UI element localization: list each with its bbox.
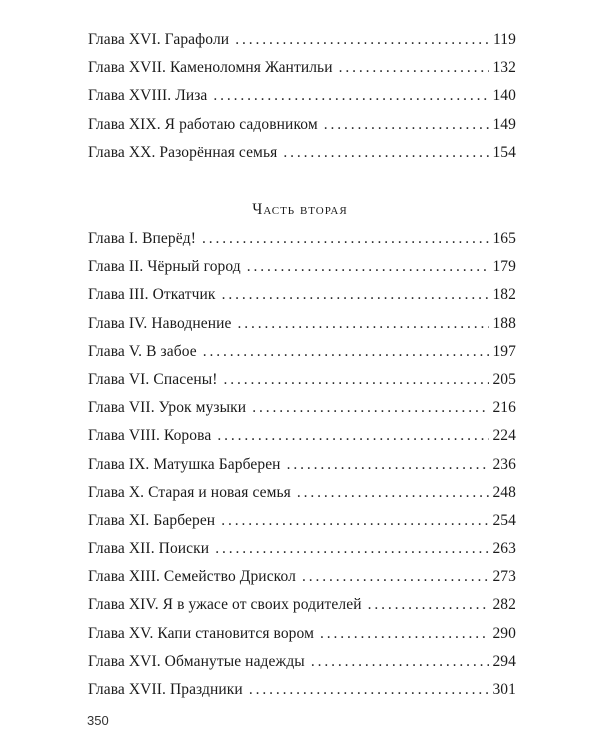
toc-entry-page: 179 [492, 258, 516, 276]
toc-entry-page: 248 [492, 483, 516, 501]
toc-entry-page: 165 [492, 230, 516, 247]
toc-entry [88, 230, 516, 258]
toc-entry-page: 282 [492, 596, 516, 614]
toc-dot-leader [368, 596, 490, 614]
toc-dot-leader [283, 144, 489, 162]
toc-dot-leader [311, 653, 490, 671]
toc-entry-title: Глава XIX. Я работаю садовником [88, 115, 318, 133]
toc-entry [88, 87, 516, 115]
toc-entry [88, 116, 516, 144]
toc-dot-leader [202, 230, 489, 248]
toc-entry [88, 343, 516, 371]
toc-entry-title: Глава XV. Капи становится вором [88, 624, 314, 642]
toc-entry [88, 371, 516, 399]
toc-entry-title: Глава I. Вперёд! [88, 230, 196, 247]
toc-entry-page: 216 [492, 399, 516, 417]
toc-entry-page: 294 [492, 652, 516, 670]
toc-dot-leader [215, 540, 489, 558]
toc-entry [88, 286, 516, 314]
toc-entry [88, 144, 516, 172]
toc-dot-leader [222, 286, 490, 304]
toc-dot-leader [339, 59, 490, 77]
toc-entry-page: 263 [492, 540, 516, 558]
toc-dot-leader [203, 343, 490, 361]
toc-dot-leader [320, 625, 489, 643]
toc-entry-title: Глава XVI. Обманутые надежды [88, 652, 305, 670]
toc-entry-title: Глава XI. Барберен [88, 511, 216, 529]
toc-entry-title: Глава V. В забое [88, 342, 197, 360]
toc-entry-title: Глава XII. Поиски [88, 540, 210, 558]
toc-entry-title: Глава XVII. Праздники [88, 681, 243, 698]
toc-dot-leader [235, 31, 490, 49]
toc-entry-page: 224 [492, 427, 516, 445]
toc-entry-page: 182 [492, 286, 516, 304]
toc-entry-title: Глава X. Старая и новая семья [88, 483, 291, 501]
toc-entry [88, 512, 516, 540]
toc-dot-leader [249, 681, 490, 699]
toc-entry [88, 427, 516, 455]
toc-entry-page: 119 [493, 31, 516, 48]
toc-entry-title: Глава VII. Урок музыки [88, 399, 247, 417]
toc-entry-title: Глава VI. Спасены! [88, 370, 218, 388]
toc-entry [88, 681, 516, 709]
toc-entry [88, 596, 516, 624]
toc-entry [88, 653, 516, 681]
toc-dot-leader [297, 484, 490, 502]
toc-entry [88, 59, 516, 87]
toc-dot-leader [217, 427, 489, 445]
part-two-heading: Часть вторая [252, 201, 348, 218]
toc-entry [88, 484, 516, 512]
toc-entry-title: Глава II. Чёрный город [88, 258, 241, 276]
toc-entry-page: 149 [492, 115, 516, 133]
page-number: 350 [87, 713, 109, 728]
toc-entry-title: Глава XVIII. Лиза [88, 87, 208, 105]
toc-entry [88, 315, 516, 343]
toc-entry-page: 205 [492, 370, 516, 388]
toc-entry [88, 258, 516, 286]
toc-entry-title: Глава IV. Наводнение [88, 314, 232, 332]
toc-entry [88, 399, 516, 427]
toc-dot-leader [238, 315, 490, 333]
toc-entry-page: 301 [492, 681, 516, 698]
toc-entry [88, 31, 516, 59]
toc-entry-page: 197 [492, 342, 516, 360]
toc-dot-leader [247, 258, 490, 276]
toc-entry-page: 188 [492, 314, 516, 332]
toc-dot-leader [221, 512, 489, 530]
toc-list-part-two [88, 230, 516, 709]
toc-dot-leader [224, 371, 490, 389]
toc-dot-leader [287, 456, 490, 474]
toc-entry-page: 273 [492, 568, 516, 586]
toc-entry-page: 254 [492, 511, 516, 529]
toc-entry-page: 290 [492, 624, 516, 642]
toc-entry-title: Глава III. Откатчик [88, 286, 216, 304]
toc-dot-leader [252, 399, 489, 417]
toc-entry-page: 154 [492, 143, 516, 161]
toc-entry-title: Глава XIV. Я в ужасе от своих родителей [88, 596, 362, 614]
toc-entry-page: 140 [492, 87, 516, 105]
toc-entry-title: Глава XIII. Семейство Дрискол [88, 568, 297, 586]
toc-dot-leader [324, 116, 490, 134]
toc-entry-title: Глава XVI. Гарафоли [88, 31, 230, 48]
toc-entry [88, 625, 516, 653]
toc-entry-title: Глава XX. Разорённая семья [88, 143, 278, 161]
toc-list-part-one-end [88, 31, 516, 172]
toc-entry-title: Глава VIII. Корова [88, 427, 212, 445]
toc-entry-title: Глава XVII. Каменоломня Жантильи [88, 59, 333, 77]
toc-entry [88, 540, 516, 568]
toc-dot-leader [302, 568, 489, 586]
toc-dot-leader [213, 87, 489, 105]
toc-entry [88, 568, 516, 596]
toc-entry-page: 132 [492, 59, 516, 77]
toc-entry [88, 456, 516, 484]
toc-entry-title: Глава IX. Матушка Барберен [88, 455, 281, 473]
toc-entry-page: 236 [492, 455, 516, 473]
